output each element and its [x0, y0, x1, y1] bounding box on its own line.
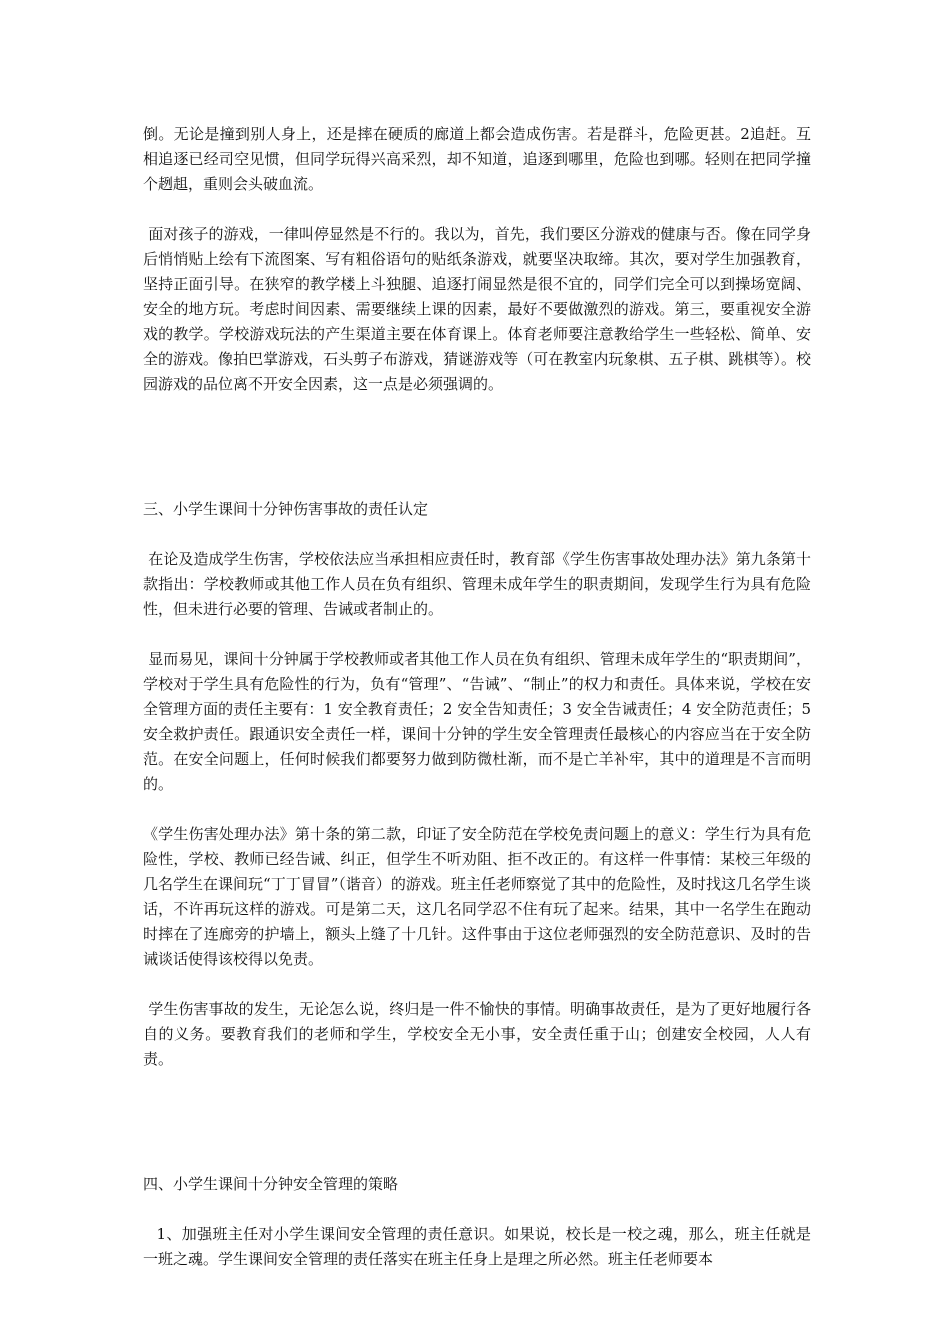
paragraph-1: 倒。无论是撞到别人身上，还是摔在硬质的廊道上都会造成伤害。若是群斗，危险更甚。2追赶。互相追逐已经司空见惯，但同学玩得兴高采烈，却不知道，追逐到哪里，危险也到哪。轻则在把同学撞个趔趄，重则会头破血流。 [143, 125, 811, 193]
paragraph-4: 显而易见，课间十分钟属于学校教师或者其他工作人员在负有组织、管理未成年学生的“职责期间”，学校对于学生具有危险性的行为，负有“管理”、“告诫”、“制止”的权力和责任。具体来说，学校在安全管理方面的责任主要有：1 安全教育责任；2 安全告知责任；3 安全告诫责任；4 安全防范责任；5 安全救护责任。跟通识安全责任一样，课间十分钟的学生安全管理责任最核心的内容应当在于安全防范。在安全问题上，任何时候我们都要努力做到防微杜渐，而不是亡羊补牢，其中的道理是不言而明的。 [143, 650, 811, 793]
paragraph-7: 1、加强班主任对小学生课间安全管理的责任意识。如果说，校长是一校之魂，那么，班主任就是一班之魂。学生课间安全管理的责任落实在班主任身上是理之所必然。班主任老师要本 [143, 1225, 811, 1268]
paragraph-6: 学生伤害事故的发生，无论怎么说，终归是一件不愉快的事情。明确事故责任，是为了更好地履行各自的义务。要教育我们的老师和学生，学校安全无小事，安全责任重于山；创建安全校园，人人有责。 [143, 1000, 811, 1068]
section-heading-3: 三、小学生课间十分钟伤害事故的责任认定 [143, 500, 429, 518]
paragraph-2: 面对孩子的游戏，一律叫停显然是不行的。我以为，首先，我们要区分游戏的健康与否。像在同学身后悄悄贴上绘有下流图案、写有粗俗语句的贴纸条游戏，就要坚决取缔。其次，要对学生加强教育，坚持正面引导。在狭窄的教学楼上斗独腿、追逐打闹显然是很不宜的，同学们完全可以到操场宽阔、安全的地方玩。考虑时间因素、需要继续上课的因素，最好不要做激烈的游戏。第三，要重视安全游戏的教学。学校游戏玩法的产生渠道主要在体育课上。体育老师要注意教给学生一些轻松、简单、安全的游戏。像拍巴掌游戏，石头剪子布游戏，猜谜游戏等（可在教室内玩象棋、五子棋、跳棋等）。校园游戏的品位离不开安全因素，这一点是必须强调的。 [143, 225, 811, 393]
paragraph-5: 《学生伤害处理办法》第十条的第二款，印证了安全防范在学校免责问题上的意义：学生行为具有危险性，学校、教师已经告诫、纠正，但学生不听劝阻、拒不改正的。有这样一件事情：某校三年级的几名学生在课间玩“丁丁冒冒”（谐音）的游戏。班主任老师察觉了其中的危险性，及时找这几名学生谈话，不许再玩这样的游戏。可是第二天，这几名同学忍不住有玩了起来。结果，其中一名学生在跑动时摔在了连廊旁的护墙上，额头上缝了十几针。这件事由于这位老师强烈的安全防范意识、及时的告诫谈话使得该校得以免责。 [143, 825, 811, 968]
document-page [143, 122, 811, 1272]
paragraph-3: 在论及造成学生伤害，学校依法应当承担相应责任时，教育部《学生伤害事故处理办法》第九条第十款指出：学校教师或其他工作人员在负有组织、管理未成年学生的职责期间，发现学生行为具有危险性，但未进行必要的管理、告诫或者制止的。 [143, 550, 811, 618]
section-heading-4: 四、小学生课间十分钟安全管理的策略 [143, 1175, 399, 1193]
